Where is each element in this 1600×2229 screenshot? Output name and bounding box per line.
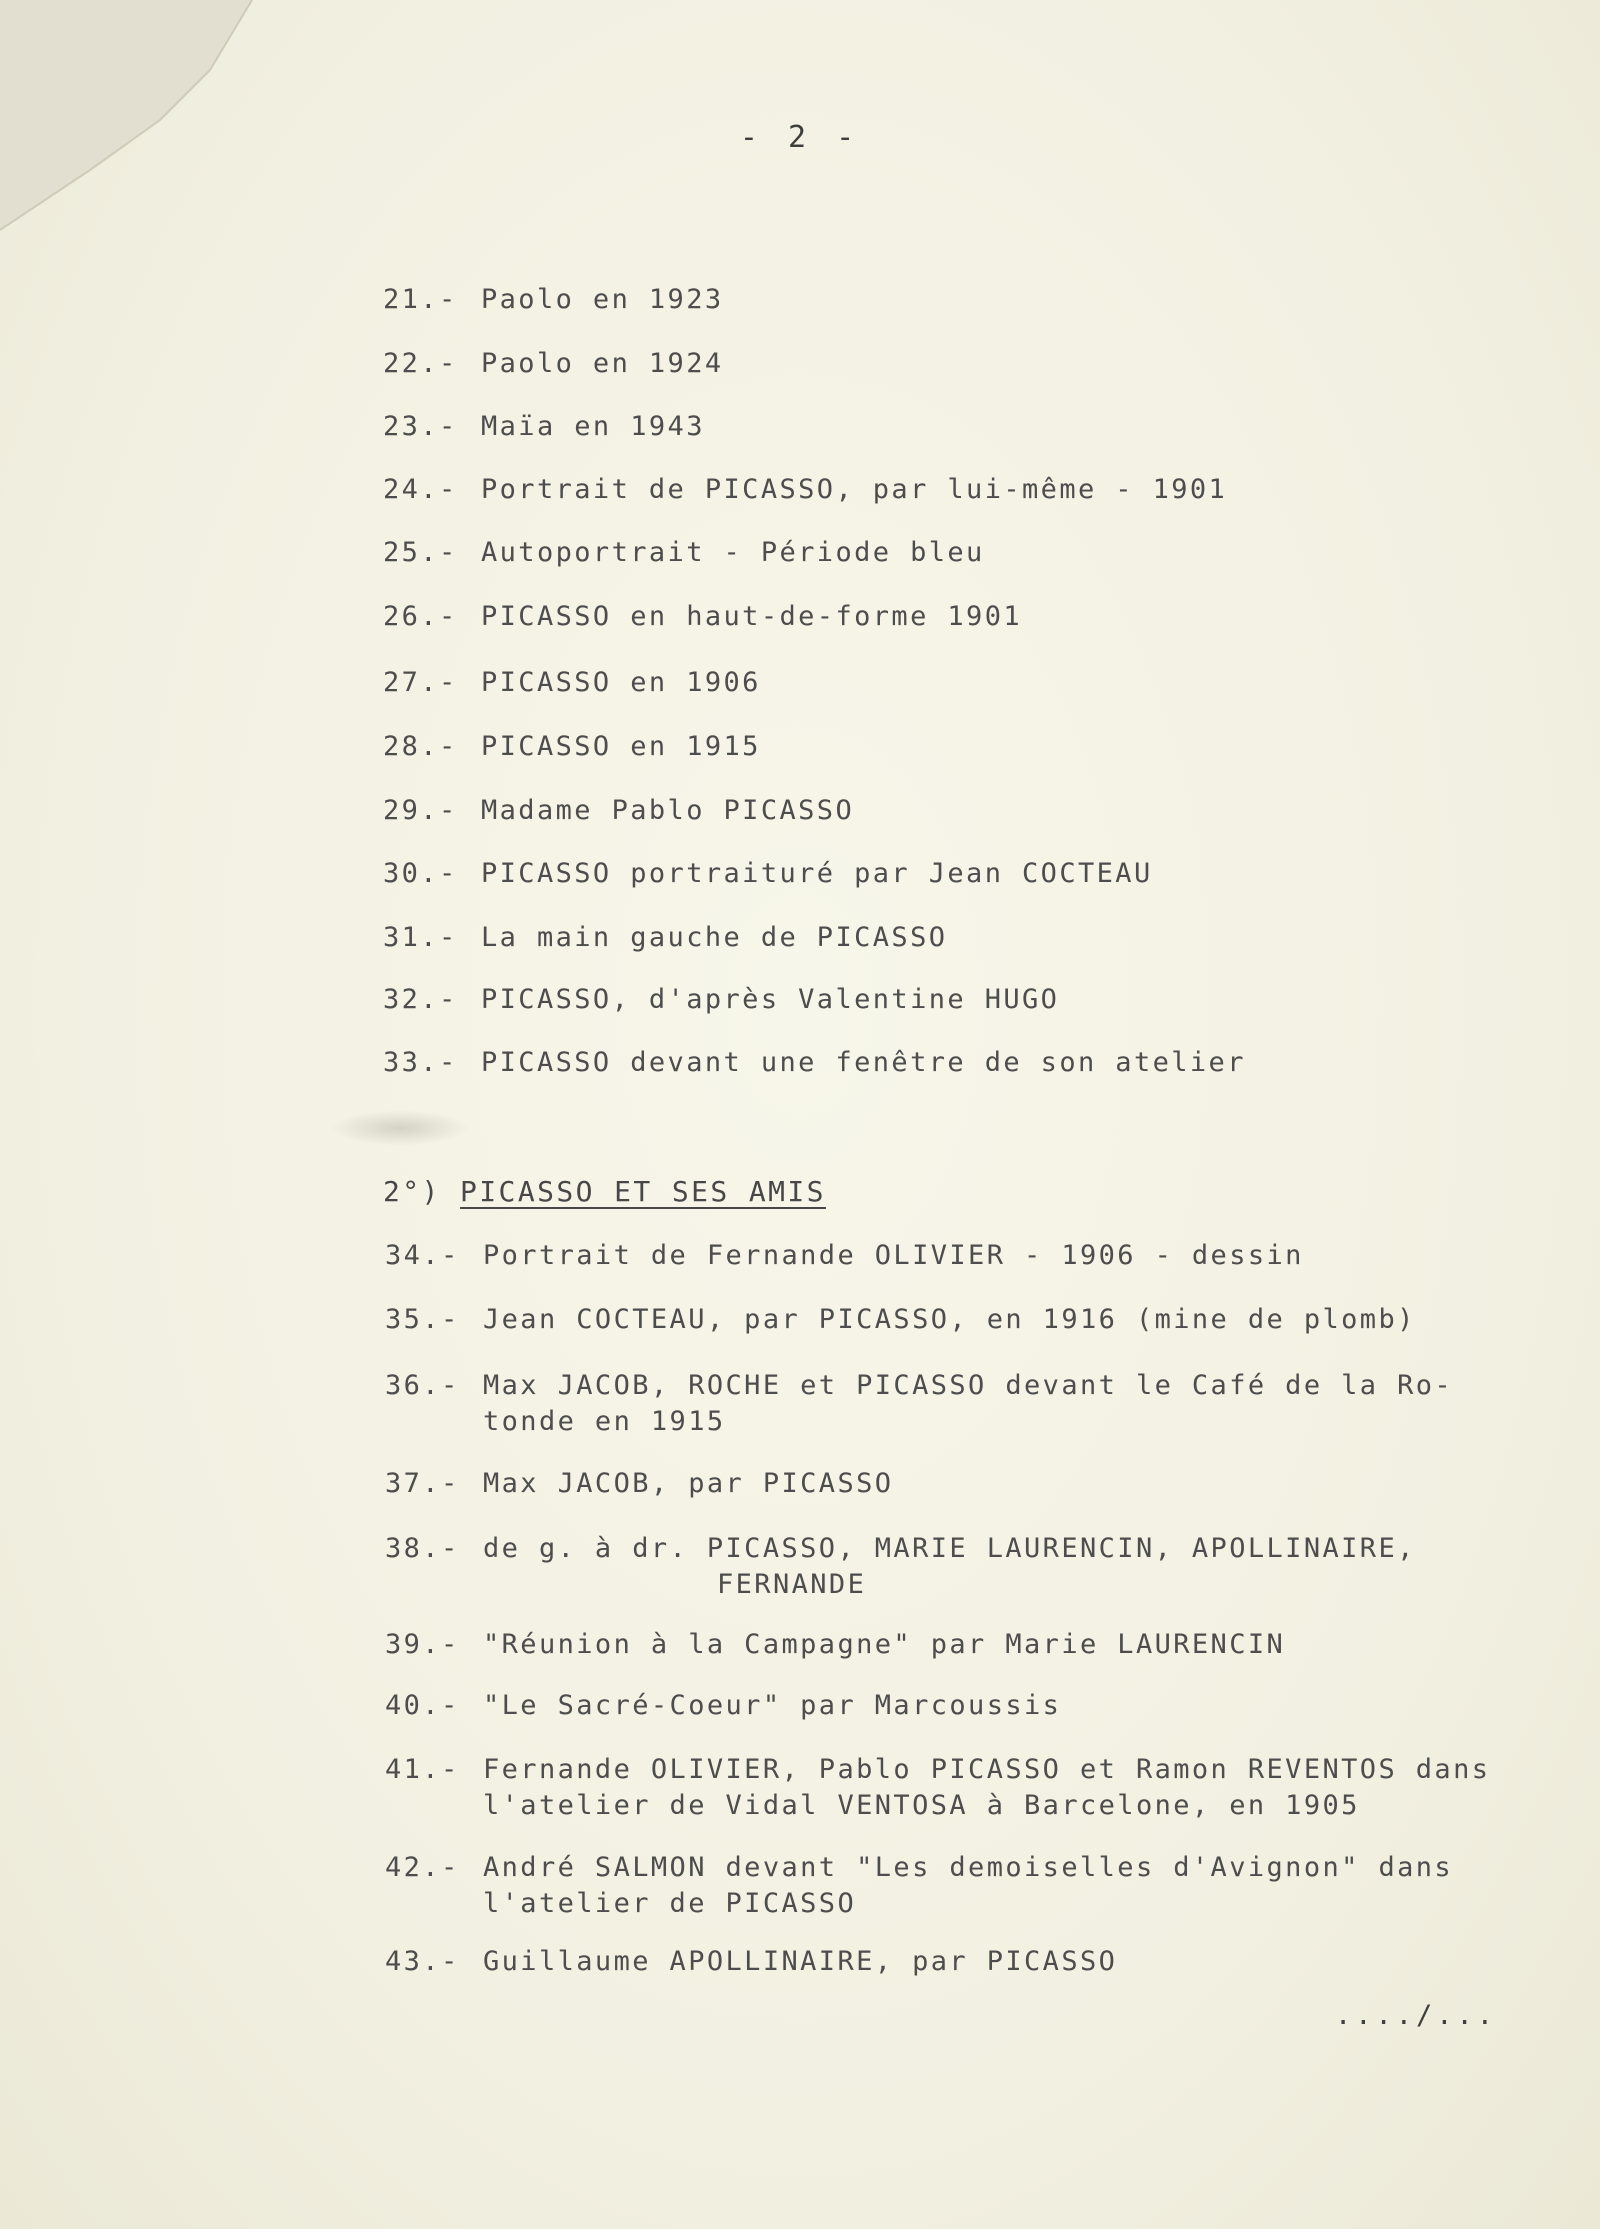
item-text: Portrait de Fernande OLIVIER - 1906 - dessin: [483, 1240, 1304, 1271]
item-text: "Réunion à la Campagne" par Marie LAURENCIN: [483, 1629, 1286, 1660]
item-text: PICASSO, d'après Valentine HUGO: [481, 984, 1060, 1015]
list-item: [385, 1627, 1285, 1663]
item-text: "Le Sacré-Coeur" par Marcoussis: [483, 1690, 1062, 1721]
item-number: 27.-: [383, 667, 458, 698]
item-text: Autoportrait - Période bleu: [481, 537, 985, 568]
item-text-continuation: l'atelier de PICASSO: [483, 1888, 857, 1919]
item-number: 39.-: [385, 1629, 460, 1660]
item-number: 43.-: [385, 1946, 460, 1977]
item-number: 28.-: [383, 731, 458, 762]
item-text: Madame Pablo PICASSO: [481, 795, 855, 826]
item-number: 37.-: [385, 1468, 460, 1499]
list-item: [383, 982, 1059, 1018]
item-number: 26.-: [383, 601, 458, 632]
item-number: 31.-: [383, 922, 458, 953]
page-number: - 2 -: [739, 120, 861, 155]
item-number: 33.-: [383, 1047, 458, 1078]
item-number: 21.-: [383, 284, 458, 315]
list-item: [385, 1368, 1453, 1440]
item-number: 32.-: [383, 984, 458, 1015]
item-text: Maïa en 1943: [481, 411, 705, 442]
list-item: [383, 409, 705, 445]
item-text: PICASSO en 1906: [481, 667, 761, 698]
item-text: Max JACOB, ROCHE et PICASSO devant le Café de la Ro-: [483, 1370, 1454, 1401]
list-item: [385, 1302, 1416, 1338]
list-item: [385, 1752, 1490, 1824]
item-text: PICASSO devant une fenêtre de son atelier: [481, 1047, 1246, 1078]
item-number: 24.-: [383, 474, 458, 505]
item-text: Portrait de PICASSO, par lui-même - 1901: [481, 474, 1228, 505]
list-item: [383, 729, 761, 765]
item-text-continuation: tonde en 1915: [483, 1406, 726, 1437]
item-text: de g. à dr. PICASSO, MARIE LAURENCIN, APOLLINAIRE,: [483, 1533, 1416, 1564]
item-number: 29.-: [383, 795, 458, 826]
section-number: 2°): [383, 1175, 441, 1208]
item-number: 22.-: [383, 348, 458, 379]
list-item: [383, 665, 761, 701]
item-number: 25.-: [383, 537, 458, 568]
item-text: PICASSO portraituré par Jean COCTEAU: [481, 858, 1153, 889]
list-item: [383, 599, 1022, 635]
item-number: 34.-: [385, 1240, 460, 1271]
item-text: PICASSO en haut-de-forme 1901: [481, 601, 1023, 632]
item-text: Guillaume APOLLINAIRE, par PICASSO: [483, 1946, 1118, 1977]
list-item: [383, 346, 724, 382]
section-heading: [383, 1175, 826, 1208]
list-item: [385, 1238, 1304, 1274]
item-number: 41.-: [385, 1754, 460, 1785]
item-text-continuation: l'atelier de Vidal VENTOSA à Barcelone, en 1905: [483, 1790, 1360, 1821]
item-number: 38.-: [385, 1533, 460, 1564]
list-item: [383, 920, 947, 956]
item-number: 42.-: [385, 1852, 460, 1883]
item-text: Fernande OLIVIER, Pablo PICASSO et Ramon REVENTOS dans: [483, 1754, 1491, 1785]
item-number: 40.-: [385, 1690, 460, 1721]
list-item: [385, 1531, 1416, 1603]
item-number: 30.-: [383, 858, 458, 889]
section-title: PICASSO ET SES AMIS: [460, 1175, 826, 1208]
list-item: [383, 793, 854, 829]
item-text: Max JACOB, par PICASSO: [483, 1468, 894, 1499]
ink-smudge: [330, 1110, 470, 1146]
item-text: La main gauche de PICASSO: [481, 922, 948, 953]
item-text: André SALMON devant "Les demoiselles d'Avignon" dans: [483, 1852, 1454, 1883]
list-item: [385, 1944, 1117, 1980]
list-item: [383, 856, 1153, 892]
item-number: 36.-: [385, 1370, 460, 1401]
list-item: [383, 282, 724, 318]
item-text: Paolo en 1924: [481, 348, 724, 379]
list-item: [385, 1466, 893, 1502]
list-item: [385, 1850, 1453, 1922]
list-item: [385, 1688, 1061, 1724]
item-text: PICASSO en 1915: [481, 731, 761, 762]
continuation-mark: ..../...: [1335, 2000, 1498, 2031]
list-item: [383, 472, 1227, 508]
item-number: 35.-: [385, 1304, 460, 1335]
list-item: [383, 535, 985, 571]
item-text: Paolo en 1923: [481, 284, 724, 315]
list-item: [383, 1045, 1246, 1081]
item-number: 23.-: [383, 411, 458, 442]
item-text: Jean COCTEAU, par PICASSO, en 1916 (mine de plomb): [483, 1304, 1416, 1335]
item-text-continuation: FERNANDE: [717, 1569, 867, 1600]
